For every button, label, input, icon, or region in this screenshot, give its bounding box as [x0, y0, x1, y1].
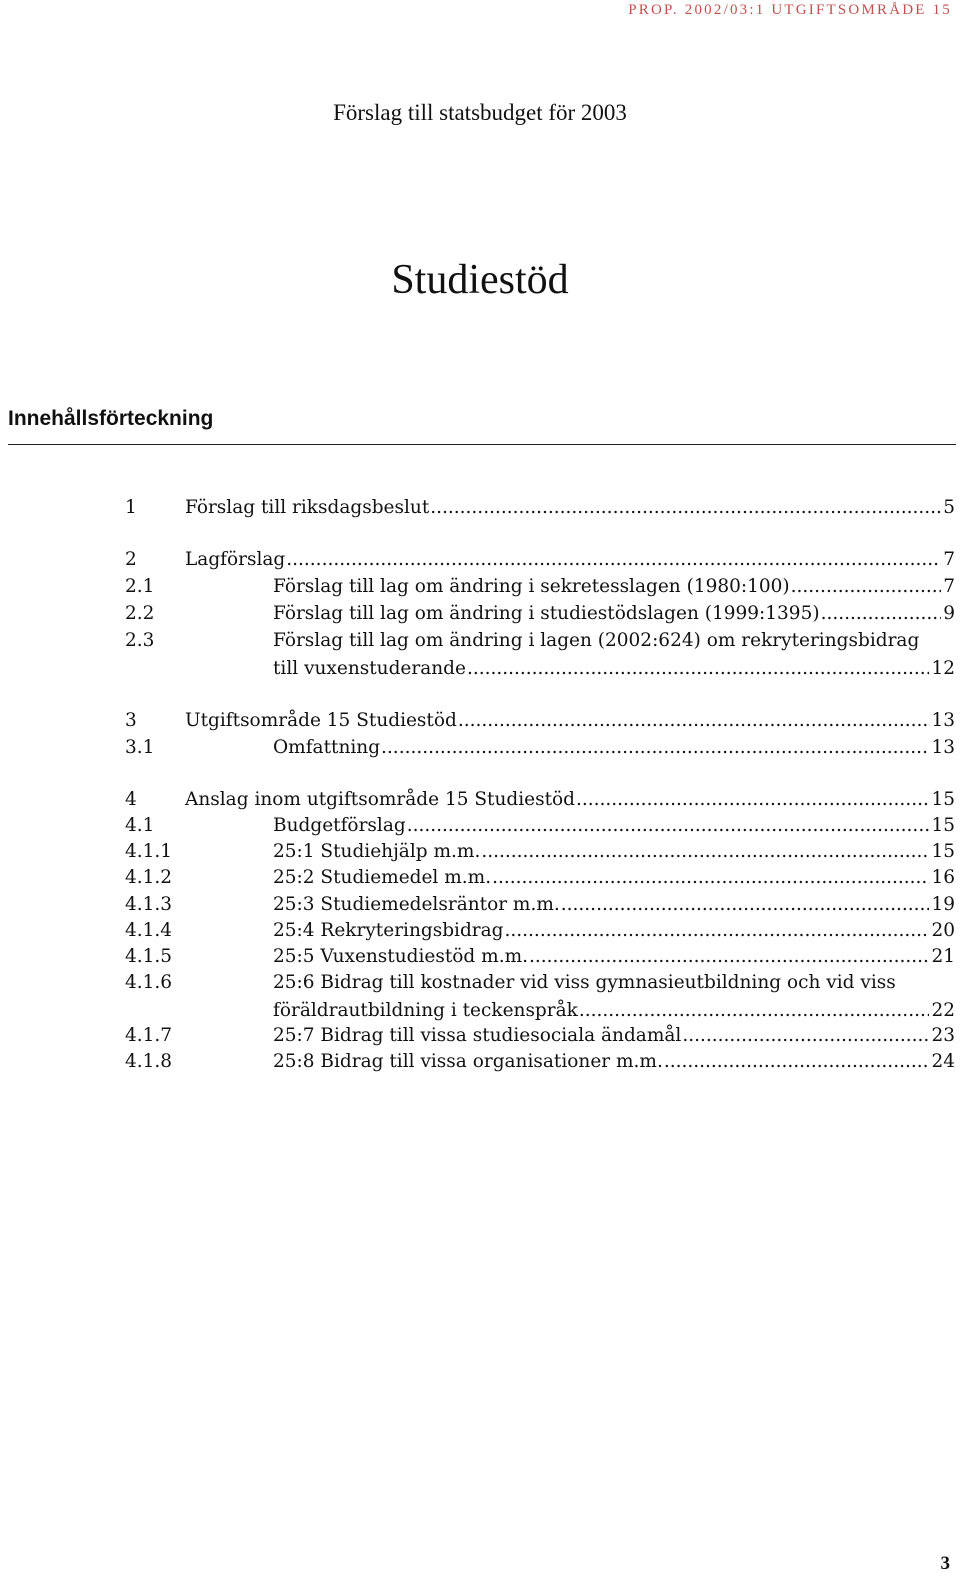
- toc-entry-text: till vuxenstuderande: [273, 658, 466, 679]
- running-header: PROP. 2002/03:1 UTGIFTSOMRÅDE 15: [628, 2, 952, 18]
- toc-entry-number: 3.1: [125, 737, 155, 758]
- dot-leader: [430, 494, 941, 522]
- toc-entry-text-line1: Förslag till lag om ändring i lagen (2002:624) om rekryteringsbidrag: [273, 630, 920, 651]
- toc-entry-3-1[interactable]: [125, 734, 955, 794]
- toc-entry-number: 2.1: [125, 576, 155, 597]
- toc-entry-page: 13: [931, 737, 955, 758]
- toc-entry-number: 2: [125, 549, 137, 570]
- toc-entry-page: 15: [931, 789, 955, 810]
- toc-entry-text: Omfattning: [273, 737, 381, 758]
- toc-entry-number: 4.1.3: [125, 894, 173, 915]
- toc-entry-number: 1: [125, 497, 137, 518]
- toc-entry-number: 4.1.8: [125, 1051, 173, 1072]
- toc-entry-4-1-6[interactable]: [125, 969, 955, 1029]
- document-subtitle: Förslag till statsbudget för 2003: [333, 100, 627, 125]
- toc-entry-number: 4.1: [125, 815, 155, 836]
- toc-entry-page: 15: [931, 815, 955, 836]
- page-number: 3: [940, 1553, 950, 1574]
- toc-entry-number: 4: [125, 789, 137, 810]
- toc-entry-2-3[interactable]: [125, 627, 955, 687]
- toc-entry-text: Budgetförslag: [273, 815, 406, 836]
- document-title: Studiestöd: [391, 257, 569, 303]
- toc-entry-number: 2.2: [125, 603, 155, 624]
- toc-entry-text: 25:8 Bidrag till vissa organisationer m.m.: [273, 1051, 663, 1072]
- dot-leader: [492, 864, 929, 892]
- dot-leader: [286, 546, 941, 574]
- toc-entry-page: 9: [943, 603, 955, 624]
- toc-entry-text: 25:1 Studiehjälp m.m.: [273, 841, 481, 862]
- toc-entry-page: 5: [943, 497, 955, 518]
- toc-entry-text: Förslag till lag om ändring i studiestödslagen (1999:1395): [273, 603, 820, 624]
- dot-leader: [791, 573, 942, 601]
- toc-entry-text: 25:7 Bidrag till vissa studiesociala ändamål: [273, 1025, 682, 1046]
- dot-leader: [458, 707, 930, 735]
- toc-entry-page: 22: [931, 1000, 955, 1021]
- toc-entry-1[interactable]: [125, 494, 955, 554]
- toc-entry-number: 4.1.5: [125, 946, 173, 967]
- toc-entry-4-1-8[interactable]: [125, 1048, 955, 1108]
- toc-entry-page: 12: [931, 658, 955, 679]
- toc-entry-page: 21: [931, 946, 955, 967]
- dot-leader: [821, 600, 942, 628]
- dot-leader: [664, 1048, 930, 1076]
- toc-entry-page: 20: [931, 920, 955, 941]
- toc-entry-page: 19: [931, 894, 955, 915]
- toc-entry-text: Utgiftsområde 15 Studiestöd: [185, 710, 457, 731]
- toc-entry-page: 13: [931, 710, 955, 731]
- toc-entry-number: 4.1.6: [125, 972, 173, 993]
- toc-entry-number: 4.1.1: [125, 841, 173, 862]
- dot-leader: [407, 812, 930, 840]
- toc-entry-page: 16: [931, 867, 955, 888]
- toc-entry-text: 25:4 Rekryteringsbidrag: [273, 920, 504, 941]
- dot-leader: [381, 734, 929, 762]
- dot-leader: [481, 838, 929, 866]
- dot-leader: [529, 943, 929, 971]
- toc-entry-number: 4.1.4: [125, 920, 173, 941]
- toc-entry-text: 25:3 Studiemedelsräntor m.m.: [273, 894, 560, 915]
- toc-entry-number: 4.1.7: [125, 1025, 173, 1046]
- toc-entry-text-line1: 25:6 Bidrag till kostnader vid viss gymnasieutbildning och vid viss: [273, 972, 896, 993]
- toc-entry-text: Förslag till lag om ändring i sekretesslagen (1980:100): [273, 576, 790, 597]
- toc-entry-text: Förslag till riksdagsbeslut: [185, 497, 430, 518]
- dot-leader: [561, 891, 930, 919]
- toc-entry-text: Anslag inom utgiftsområde 15 Studiestöd: [185, 789, 575, 810]
- toc-entry-page: 23: [931, 1025, 955, 1046]
- toc-entry-text: Lagförslag: [185, 549, 286, 570]
- dot-leader: [505, 917, 930, 945]
- dot-leader: [682, 1022, 929, 1050]
- toc-entry-page: 7: [943, 549, 955, 570]
- dot-leader: [576, 786, 929, 814]
- toc-entry-page: 7: [943, 576, 955, 597]
- toc-entry-number: 3: [125, 710, 137, 731]
- toc-heading: Innehållsförteckning: [8, 407, 214, 430]
- dot-leader: [579, 997, 930, 1025]
- toc-entry-text: föräldrautbildning i teckenspråk: [273, 1000, 578, 1021]
- toc-entry-page: 24: [931, 1051, 955, 1072]
- toc-entry-text: 25:2 Studiemedel m.m.: [273, 867, 492, 888]
- dot-leader: [467, 655, 930, 683]
- toc-entry-text: 25:5 Vuxenstudiestöd m.m.: [273, 946, 528, 967]
- toc-entry-number: 4.1.2: [125, 867, 173, 888]
- toc-entry-page: 15: [931, 841, 955, 862]
- toc-entry-number: 2.3: [125, 630, 155, 651]
